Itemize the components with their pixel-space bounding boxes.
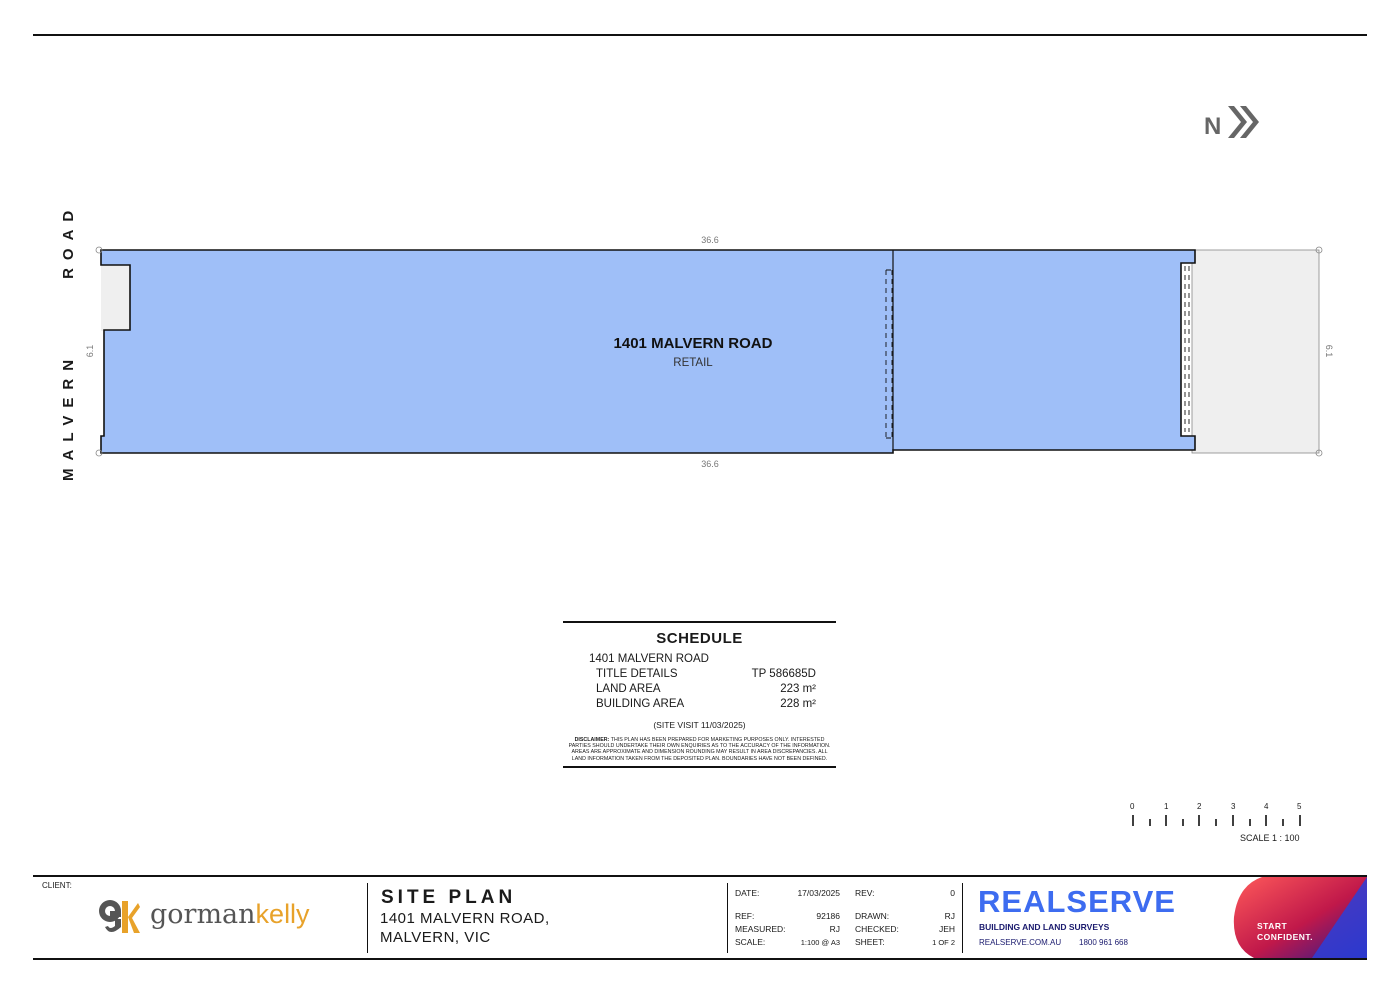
- schedule-row-value: TP 586685D: [751, 668, 816, 680]
- title-block: [33, 875, 1367, 960]
- scale-tick-label: 3: [1231, 802, 1236, 811]
- dimension-right: 6.1: [1324, 344, 1334, 358]
- north-label: N: [1204, 113, 1222, 140]
- dimension-top: 36.6: [701, 235, 719, 245]
- road-word-1: MALVERN: [60, 351, 77, 481]
- rear-yard-area: [1192, 250, 1319, 453]
- site-visit-note: (SITE VISIT 11/03/2025): [653, 720, 746, 730]
- checked-label: CHECKED:: [855, 924, 899, 934]
- measured-label: MEASURED:: [735, 924, 786, 934]
- scale-value: 1:100 @ A3: [800, 938, 840, 947]
- scale-tick-label: 1: [1164, 802, 1169, 811]
- ref-label: REF:: [735, 911, 755, 921]
- schedule-row: [596, 683, 816, 695]
- plan-address-line1: 1401 MALVERN ROAD,: [380, 910, 550, 927]
- measured-value: RJ: [829, 924, 840, 934]
- sheet-value: 1 OF 2: [932, 938, 955, 947]
- building-use-label: RETAIL: [673, 357, 713, 369]
- disclaimer-text: [568, 737, 831, 762]
- scale-tick-label: 2: [1197, 802, 1202, 811]
- promo-text: [1257, 921, 1313, 943]
- client-label: CLIENT:: [42, 881, 72, 890]
- building-name-label: 1401 MALVERN ROAD: [613, 335, 773, 352]
- divider: [727, 883, 728, 953]
- disclaimer-body: THIS PLAN HAS BEEN PREPARED FOR MARKETING PURPOSES ONLY. INTERESTED PARTIES SHOULD UNDERTAKE THEIR OWN ENQUIRIES AS TO THE ACCURACY OF THE INFORMATION. AREAS ARE APPROXIMATE AND DIMENSION ROUNDING MAY RESULT IN AREA DISCREPANCIES. ALL LAND INFORMATION TAKEN FROM THE DEPOSITED PLAN. BOUNDARIES HAVE NOT BEEN DEFINED.: [568, 737, 831, 762]
- dimension-left: 6.1: [85, 344, 95, 358]
- promo-line2: CONFIDENT.: [1257, 932, 1313, 942]
- schedule-row-label: BUILDING AREA: [596, 698, 685, 710]
- schedule-row-label: LAND AREA: [596, 683, 661, 695]
- front-setback-area: [101, 264, 130, 331]
- client-name-part1: gorman: [150, 899, 256, 930]
- schedule-row-value: 223 m²: [780, 683, 816, 695]
- brand-website[interactable]: REALSERVE.COM.AU: [979, 938, 1062, 947]
- ref-value: 92186: [816, 911, 840, 921]
- scale-tick-label: 4: [1264, 802, 1269, 811]
- drawn-label: DRAWN:: [855, 911, 890, 921]
- promo-line1: START: [1257, 921, 1288, 931]
- schedule-address: 1401 MALVERN ROAD: [589, 653, 709, 665]
- disclaimer-heading: DISCLAIMER:: [574, 737, 610, 743]
- road-word-2: ROAD: [60, 202, 77, 279]
- schedule-table: [563, 621, 836, 768]
- scale-tick-label: 5: [1297, 802, 1302, 811]
- brand-name: REALSERVE: [978, 884, 1176, 919]
- scale-bar: [1133, 815, 1300, 826]
- scale-caption: SCALE 1 : 100: [1240, 833, 1300, 843]
- brand-phone[interactable]: 1800 961 668: [1079, 938, 1128, 947]
- road-name-label: [60, 203, 77, 481]
- gk-logo-icon: [96, 897, 140, 937]
- rev-label: REV:: [855, 888, 875, 898]
- north-arrow-icon: [1204, 106, 1259, 140]
- scale-tick-label: 0: [1130, 802, 1135, 811]
- scale-label: SCALE:: [735, 937, 766, 947]
- divider: [962, 883, 963, 953]
- date-label: DATE:: [735, 888, 760, 898]
- dimension-bottom: 36.6: [701, 459, 719, 469]
- schedule-title: SCHEDULE: [656, 630, 743, 647]
- schedule-row: [596, 668, 816, 680]
- schedule-row-value: 228 m²: [780, 698, 816, 710]
- schedule-row-label: TITLE DETAILS: [596, 668, 678, 680]
- client-name: [150, 899, 310, 930]
- promo-background-icon: [1232, 877, 1367, 958]
- date-value: 17/03/2025: [797, 888, 840, 898]
- dashed-overhang-right: [1185, 266, 1189, 432]
- client-name-part2: kelly: [255, 899, 310, 929]
- promo-graphic: [1232, 877, 1367, 958]
- plan-address-line2: MALVERN, VIC: [380, 929, 491, 946]
- sheet-label: SHEET:: [855, 937, 885, 947]
- divider: [367, 883, 368, 953]
- checked-value: JEH: [938, 924, 955, 934]
- rev-value: 0: [950, 888, 955, 898]
- drawn-value: RJ: [944, 911, 955, 921]
- brand-tagline: BUILDING AND LAND SURVEYS: [979, 922, 1110, 932]
- schedule-row: [596, 698, 816, 710]
- plan-title: SITE PLAN: [381, 887, 517, 908]
